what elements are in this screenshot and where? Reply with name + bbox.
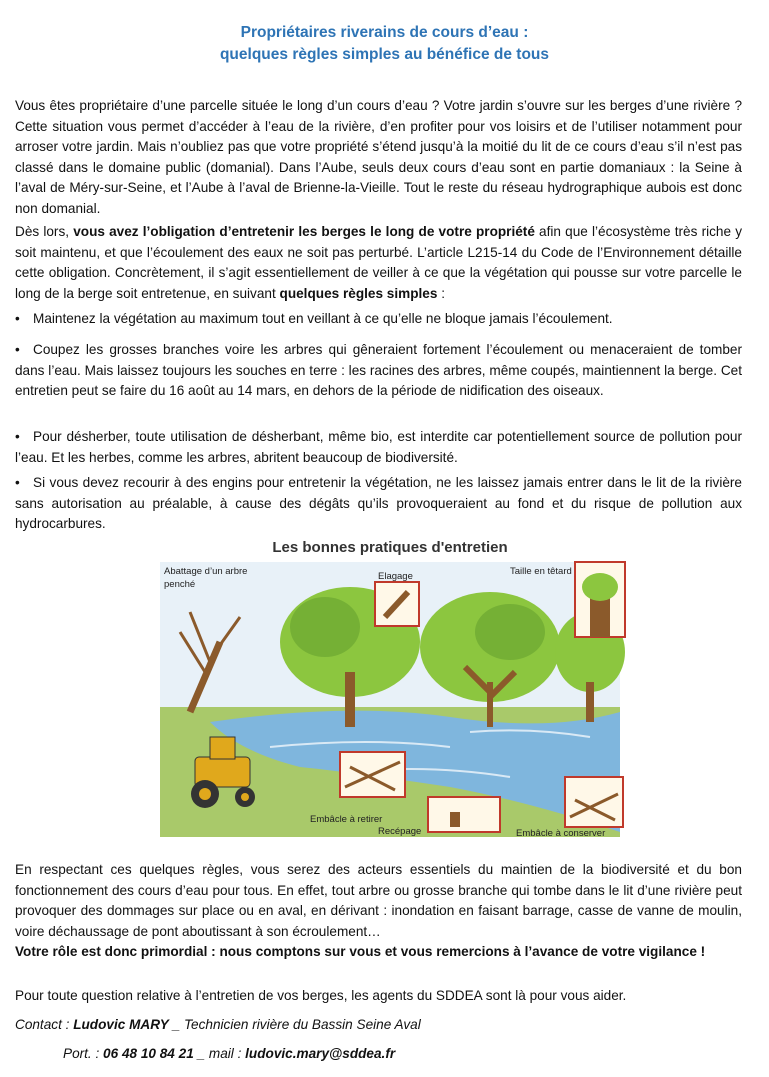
- obligation-paragraph: [15, 222, 742, 304]
- bullet-item-3: [15, 427, 742, 468]
- bullet-text: Pour désherber, toute utilisation de désherbant, même bio, est interdite car potentiellement source de pollution pour l’eau. Et les herbes, comme les arbres, abritent beaucoup de biodiversité.: [15, 429, 742, 465]
- label-elagage: Elagage: [378, 571, 413, 582]
- conclusion-bold: Votre rôle est donc primordial : nous comptons sur vous et vous remercions à l’avance de votre vigilance !: [15, 944, 706, 960]
- bullet-text: Maintenez la végétation au maximum tout en veillant à ce qu’elle ne bloque jamais l’écoulement.: [33, 311, 613, 326]
- email-link[interactable]: ludovic.mary@sddea.fr: [245, 1046, 396, 1061]
- contact-name: Ludovic MARY: [73, 1017, 169, 1032]
- bullet-item-2: [15, 340, 742, 402]
- conclusion-paragraph: [15, 860, 742, 963]
- port-label: Port. :: [63, 1046, 104, 1061]
- contact-line: [15, 1015, 755, 1035]
- tetard-crown: [582, 573, 618, 601]
- label-embacle-retirer: Embâcle à retirer: [310, 814, 383, 825]
- help-paragraph: Pour toute question relative à l’entretien de vos berges, les agents du SDDEA sont là pour vous aider.: [15, 988, 627, 1003]
- bullet-item-4: [15, 473, 742, 535]
- bullet-symbol: •: [15, 311, 20, 326]
- obligation-suffix: :: [437, 285, 445, 301]
- contact-label: Contact :: [15, 1017, 74, 1032]
- bullet-text: Coupez les grosses branches voire les arbres qui gêneraient fortement l’écoulement ou menaceraient de tomber dans l’eau. Mais laissez toujours les souches en terre : les racines des arbres, même coupés, maintiennent la berge. Cet entretien peut se faire du 16 août au 14 mars, en dehors de la période de nidification des oiseaux.: [15, 342, 742, 399]
- bullet-text: Si vous devez recourir à des engins pour entretenir la végétation, ne les laissez jamais entrer dans le lit de la rivière sans autorisation au préalable, à cause des dégâts qu’ils provoqueraient au fond et du risque de pollution aux hydrocarbures.: [15, 475, 742, 532]
- illustration-svg: [150, 532, 630, 840]
- page-title-line-2: quelques règles simples au bénéfice de tous: [219, 46, 550, 63]
- label-recepage: Recépage: [378, 826, 422, 837]
- figure-title: Les bonnes pratiques d'entretien: [272, 539, 508, 556]
- obligation-bold-1: vous avez l’obligation d’entretenir les berges le long de votre propriété: [73, 224, 535, 239]
- bullet-symbol: •: [15, 429, 20, 444]
- bullet-item-1: [15, 309, 742, 330]
- obligation-middle: afin que l’écosystème très riche y soit maintenu, et que l’écoulement des eaux ne soit pas perturbé. L’article L215-14 du Code de l’Environnement détaille cette obligation. Concrètement, il s’agit essentiellement de veiller à ce que la végétation qui pousse sur votre parcelle le long de la berge soit entretenue, en suivant: [15, 224, 742, 301]
- mail-label: _ mail :: [193, 1046, 246, 1061]
- bullet-symbol: •: [15, 475, 20, 490]
- phone-number[interactable]: 06 48 10 84 21: [103, 1046, 194, 1061]
- label-taille-tetard: Taille en têtard: [510, 566, 572, 577]
- obligation-prefix: Dès lors,: [15, 224, 74, 239]
- frame-recepage: [428, 797, 500, 832]
- label-abattage: Abattage d’un arbre: [164, 566, 248, 577]
- label-abattage-2: penché: [164, 579, 196, 590]
- label-embacle-conserver: Embâcle à conserver: [516, 828, 606, 839]
- contact-role: _ Technicien rivière du Bassin Seine Aval: [168, 1017, 421, 1032]
- recepage-stump: [450, 812, 460, 827]
- obligation-bold-2: quelques règles simples: [279, 285, 438, 301]
- intro-paragraph: Vous êtes propriétaire d’une parcelle située le long d’un cours d’eau ? Votre jardin s’ouvre sur les berges d’une rivière ? Cette situation vous permet d’accéder à l’eau de la rivière, d’en profiter pour vos loisirs et de l’utiliser notamment pour arroser votre jardin. Mais n’oubliez pas que votre propriété s’étend jusqu’à la moitié du lit de ce cours d’eau s’il n’est pas classé dans le domaine public (domanial). Dans l’Aube, seuls deux cours d’eau sont en partie domaniaux : la Seine à l’aval de Méry-sur-Seine, et l’Aube à l’aval de Brienne-la-Vieille. Tout le reste du réseau hydrographique aubois est donc non domanial.: [15, 98, 742, 216]
- conclusion-text: En respectant ces quelques règles, vous serez des acteurs essentiels du maintien de la biodiversité et du bon fonctionnement des cours d’eau pour tous. En effet, tout arbre ou grosse branche qui tombe dans le lit d’une rivière peut provoquer des dommages sur place ou en aval, en dérivant : inondation en faisant barrage, casse de vanne de moulin, voire déchaussage de pont aboutissant à son écroulement…: [15, 862, 742, 939]
- bullet-symbol: •: [15, 342, 20, 357]
- maintenance-illustration: [150, 532, 630, 840]
- contact-details-line: [63, 1044, 753, 1064]
- page-title-line-1: Propriétaires riverains de cours d’eau :: [240, 24, 529, 41]
